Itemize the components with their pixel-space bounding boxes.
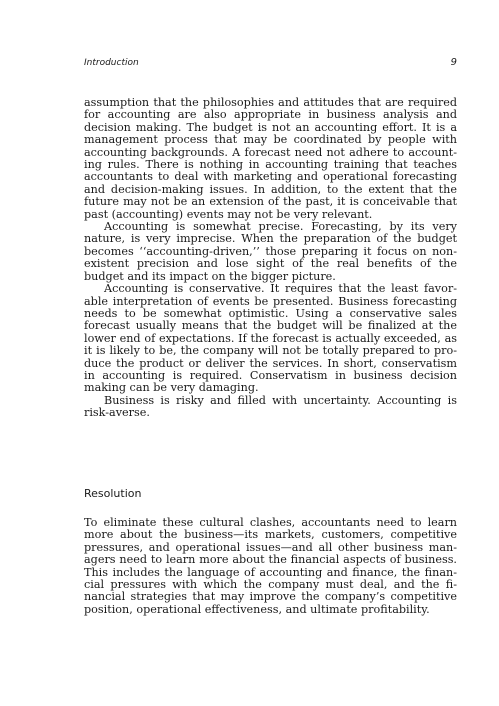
paragraph: To eliminate these cultural clashes, accountants need to learn more about the business—its markets, customers, competitive pressures, and operational issues—and all other business managers need to learn more about the financial aspects of business. This includes the language of accounting and finance, the financial pressures with which the company must deal, and the financial strategies that may improve the company’s competitive position, operational effectiveness, and ultimate profitability. <box>84 516 457 616</box>
paragraph: Accounting is conservative. It requires that the least favorable interpretation of events be presented. Business forecasting needs to be somewhat optimistic. Using a conservative sales forecast usually means that the budget will be finalized at the lower end of expectations. If the forecast is actually exceeded, as it is likely to be, the company will not be totally prepared to produce the product or deliver the services. In short, conservatism in accounting is required. Conservatism in business decision making can be very damaging. <box>84 282 457 395</box>
paragraph: Business is risky and filled with uncertainty. Accounting is risk-averse. <box>84 393 457 420</box>
running-head <box>84 56 457 70</box>
body-text <box>84 97 457 420</box>
section-heading: Resolution <box>84 487 142 500</box>
section-body <box>84 517 457 616</box>
running-head-title: Introduction <box>84 58 139 68</box>
paragraph: Accounting is somewhat precise. Forecasting, by its very nature, is very imprecise. When the preparation of the budget becomes ‘‘accounting-driven,’’ those preparing it focus on nonexistent precision and lose sight of the real benefits of the budget and its impact on the bigger picture. <box>84 220 457 283</box>
page-number: 9 <box>450 57 457 68</box>
paragraph: assumption that the philosophies and attitudes that are required for accounting are also appropriate in business analysis and decision making. The budget is not an accounting effort. It is a management process that may be coordinated by people with accounting backgrounds. A forecast need not adhere to accounting rules. There is nothing in accounting training that teaches accountants to deal with marketing and operational forecasting and decision-making issues. In addition, to the extent that the future may not be an extension of the past, it is conceivable that past (accounting) events may not be very relevant. <box>84 96 457 221</box>
